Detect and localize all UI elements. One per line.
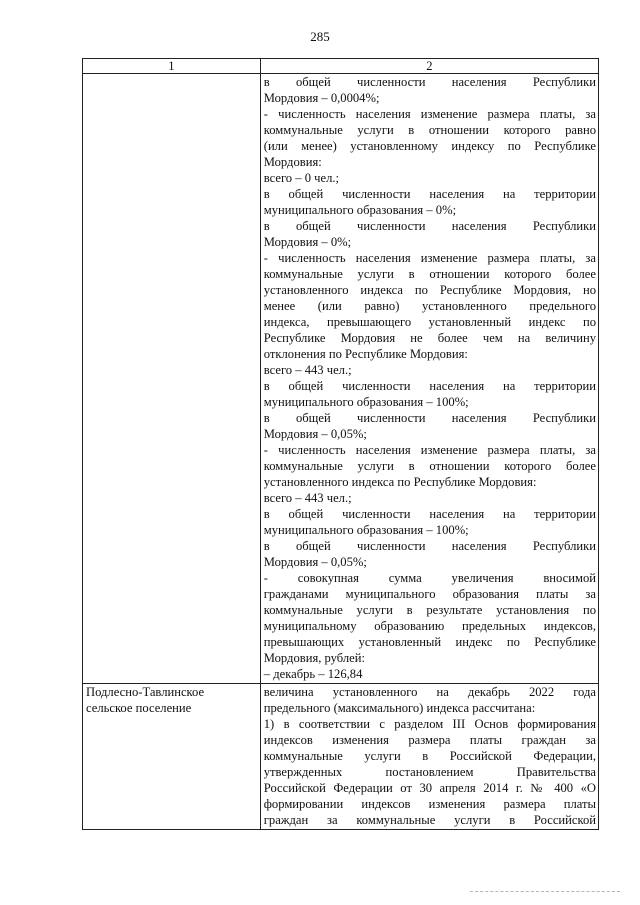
text-line: величина установленного на декабрь 2022 года: [263, 685, 596, 699]
text-line: граждан за коммунальные услуги в Российской: [263, 813, 596, 827]
text-line: в общей численности населения Республики: [263, 539, 596, 553]
text-line: Мордовия – 0%;: [263, 235, 352, 249]
municipality-name-line: сельское поселение: [86, 701, 192, 715]
indicator-text-cell: [260, 74, 598, 684]
text-line: муниципального образования – 0%;: [263, 203, 457, 217]
text-line: коммунальные услуги в Российской Федерации,: [263, 749, 596, 763]
text-line: отклонения по Республике Мордовия:: [263, 347, 468, 361]
text-line: установленного индекса по Республике Мордовия:: [263, 475, 537, 489]
text-line: - численность населения изменение размера платы, за: [263, 107, 596, 121]
text-line: Мордовия – 0,05%;: [263, 555, 367, 569]
text-line: формировании индексов изменения размера платы: [263, 797, 596, 811]
footer-dashed-rule: [470, 891, 620, 892]
text-line: коммунальные услуги в отношении которого более: [263, 459, 596, 473]
text-line: Мордовия – 0,05%;: [263, 427, 367, 441]
text-line: Мордовия:: [263, 155, 322, 169]
text-line: 1) в соответствии с разделом III Основ формирования: [263, 717, 596, 731]
text-line: утвержденных постановлением Правительства: [263, 765, 596, 779]
text-line: в общей численности населения на территории: [263, 379, 596, 393]
municipality-name-cell: [83, 684, 261, 830]
table-row-continuation: [83, 74, 599, 684]
municipal-index-table: [82, 58, 599, 830]
text-line: в общей численности населения на территории: [263, 187, 596, 201]
text-line: в общей численности населения на территории: [263, 507, 596, 521]
text-line: Российской Федерации от 30 апреля 2014 г. № 400 «О: [263, 781, 596, 795]
text-line: в общей численности населения Республики: [263, 219, 596, 233]
indicator-text-cell: [260, 684, 598, 830]
text-line: индекса, превышающего установленный индекс по: [263, 315, 596, 329]
text-line: коммунальные услуги в отношении которого более: [263, 267, 596, 281]
column-header-2: 2: [260, 59, 598, 74]
text-line: индексов изменения размера платы граждан за: [263, 733, 596, 747]
text-line: муниципальному образованию предельных индексов,: [263, 619, 596, 633]
text-line: всего – 443 чел.;: [263, 363, 352, 377]
text-line: в общей численности населения Республики: [263, 75, 596, 89]
text-line: коммунальные услуги в результате установления по: [263, 603, 596, 617]
text-line: всего – 443 чел.;: [263, 491, 352, 505]
text-line: установленного индекса по Республике Мордовия, но: [263, 283, 596, 297]
text-line: превышающих установленный индекс по Республике: [263, 635, 596, 649]
municipality-name-cell: [83, 74, 261, 684]
municipality-name-line: Подлесно-Тавлинское: [86, 685, 205, 699]
text-line: предельного (максимального) индекса рассчитана:: [263, 701, 536, 715]
text-line: всего – 0 чел.;: [263, 171, 339, 185]
text-line: менее (или равно) установленного предельного: [263, 299, 596, 313]
text-line: Республике Мордовия не более чем на величину: [263, 331, 596, 345]
text-line: - совокупная сумма увеличения вносимой: [263, 571, 596, 585]
table-row-podlesno-tavlinskoe: [83, 684, 599, 830]
text-line: - численность населения изменение размера платы, за: [263, 443, 596, 457]
text-line: - численность населения изменение размера платы, за: [263, 251, 596, 265]
text-line: – декабрь – 126,84: [263, 667, 363, 681]
text-line: (или менее) установленному индексу по Республике: [263, 139, 596, 153]
text-line: коммунальные услуги в отношении которого равно: [263, 123, 596, 137]
text-line: Мордовия – 0,0004%;: [263, 91, 380, 105]
text-line: муниципального образования – 100%;: [263, 395, 469, 409]
text-line: в общей численности населения Республики: [263, 411, 596, 425]
table-header-row: [83, 59, 599, 74]
text-line: Мордовия, рублей:: [263, 651, 366, 665]
column-header-1: 1: [83, 59, 261, 74]
text-line: гражданами муниципального образования платы за: [263, 587, 596, 601]
page-number: 285: [310, 29, 330, 44]
text-line: муниципального образования – 100%;: [263, 523, 469, 537]
